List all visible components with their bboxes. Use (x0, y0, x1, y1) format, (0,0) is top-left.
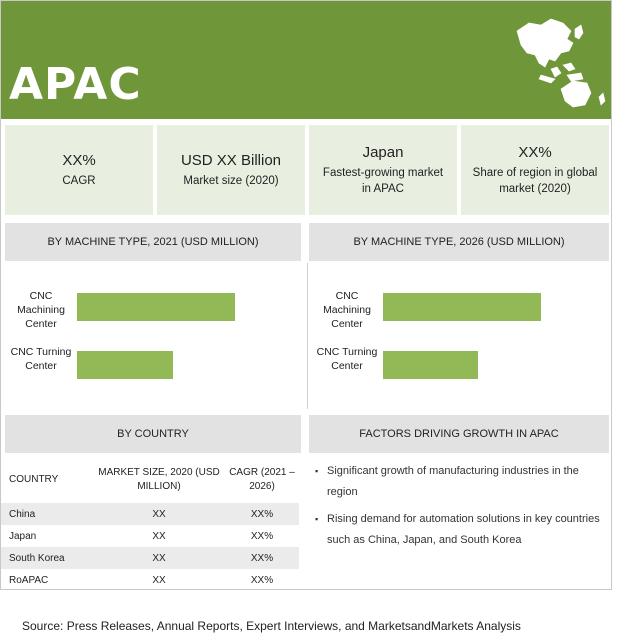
category-label: CNC Turning Center (316, 346, 378, 372)
category-label: CNC Machining Center (17, 290, 65, 330)
column-header: MARKET SIZE, 2020 (USD MILLION) (98, 467, 220, 492)
bar-cnc-machining-center (77, 293, 235, 321)
kpi-value: USD XX Billion (180, 151, 282, 169)
asia-pacific-map-icon (511, 9, 611, 113)
region-banner (1, 1, 611, 119)
kpi-cagr (5, 125, 153, 215)
country-table (1, 457, 299, 591)
cagr-cell: XX% (225, 503, 299, 525)
bar-cnc-turning-center (383, 351, 478, 379)
source-note: Source: Press Releases, Annual Reports, Expert Interviews, and MarketsandMarkets Analysis (22, 619, 521, 633)
country-cell: China (1, 503, 93, 525)
country-cell: Japan (9, 530, 37, 542)
kpi-label: Fastest-growing market in APAC (322, 166, 444, 195)
kpi-value: Japan (362, 143, 404, 161)
kpi-value: XX% (518, 143, 552, 161)
country-cell: South Korea (1, 547, 93, 569)
table-row (1, 547, 299, 569)
kpi-label: CAGR (62, 174, 96, 187)
kpi-row (1, 125, 611, 217)
factor-text: Significant growth of manufacturing industries in the region (327, 465, 579, 498)
category-label: CNC Turning Center (10, 346, 72, 372)
chart-2026-title: BY MACHINE TYPE, 2026 (USD MILLION) (309, 223, 609, 261)
kpi-label: Market size (2020) (183, 174, 279, 187)
kpi-label: Share of region in global market (2020) (472, 166, 598, 195)
list-item (311, 509, 603, 551)
market-size-cell: XX (152, 530, 166, 542)
kpi-market-size (157, 125, 305, 215)
factors-list (311, 461, 603, 557)
cagr-cell: XX% (250, 530, 274, 542)
cagr-cell: XX% (250, 574, 274, 586)
column-header: CAGR (2021 – 2026) (229, 467, 295, 492)
country-cell: RoAPAC (9, 574, 49, 586)
list-item (311, 461, 603, 503)
factor-text: Rising demand for automation solutions in key countries such as China, Japan, and South Korea (327, 513, 600, 546)
market-size-cell: XX (93, 503, 225, 525)
market-size-cell: XX (152, 574, 166, 586)
chart-2026 (307, 263, 611, 409)
bar-cnc-machining-center (383, 293, 541, 321)
table-row (1, 525, 299, 547)
market-size-cell: XX (93, 547, 225, 569)
table-row (1, 503, 299, 525)
bullet-icon: ▪ (315, 466, 319, 476)
factors-title: FACTORS DRIVING GROWTH IN APAC (309, 415, 609, 453)
kpi-value: XX% (62, 151, 96, 169)
bullet-icon: ▪ (315, 514, 319, 524)
kpi-global-share (461, 125, 609, 215)
bar-cnc-turning-center (77, 351, 173, 379)
by-country-title: BY COUNTRY (5, 415, 301, 453)
table-row (1, 569, 299, 591)
kpi-fastest-growing (309, 125, 457, 215)
chart-2021-title: BY MACHINE TYPE, 2021 (USD MILLION) (5, 223, 301, 261)
region-title: APAC (9, 59, 142, 110)
column-header: COUNTRY (9, 474, 59, 485)
cagr-cell: XX% (225, 547, 299, 569)
category-label: CNC Machining Center (323, 290, 371, 330)
chart-2021 (1, 263, 307, 409)
